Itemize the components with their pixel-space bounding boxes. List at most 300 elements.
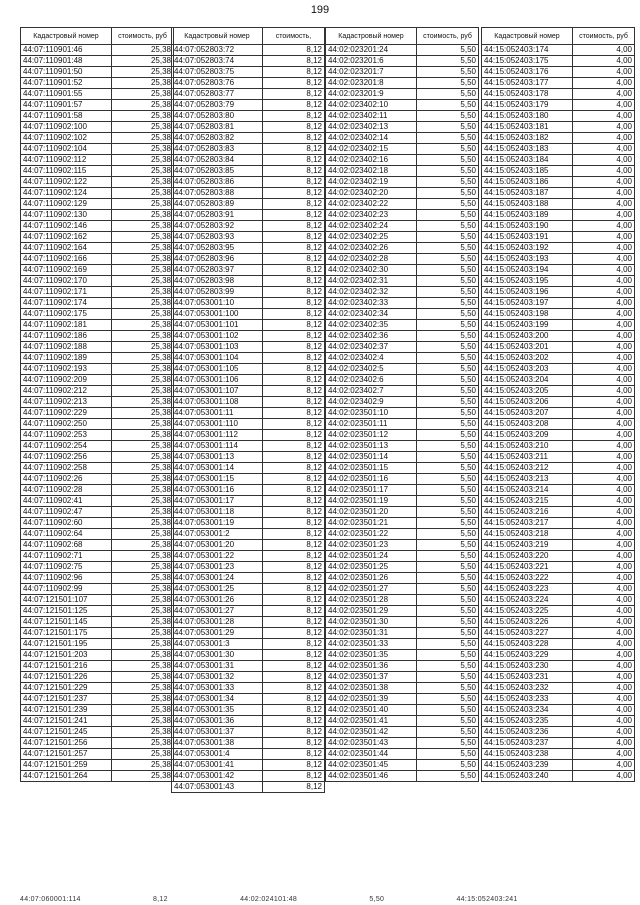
table-row [172, 353, 325, 364]
cadastral-header: Кадастровый номер [482, 28, 573, 45]
table-row [172, 595, 325, 606]
cost-value: 5,50 [417, 441, 479, 452]
cost-value: 25,38 [112, 320, 174, 331]
cost-header: стоимость, [263, 28, 325, 45]
cadastral-number: 44:07:110902:102 [21, 133, 112, 144]
cost-value: 5,50 [417, 265, 479, 276]
cost-value: 25,38 [112, 628, 174, 639]
cadastral-number: 44:15:052403:181 [482, 122, 573, 133]
cost-value: 25,38 [112, 639, 174, 650]
table-row [21, 166, 174, 177]
table-row [172, 155, 325, 166]
table-row [21, 463, 174, 474]
cut-off-id: 44:15:052403:241 [456, 896, 518, 903]
cost-value: 8,12 [263, 199, 325, 210]
table-column-2 [171, 27, 325, 793]
cadastral-number: 44:15:052403:178 [482, 89, 573, 100]
cadastral-number: 44:07:110902:258 [21, 463, 112, 474]
cadastral-number: 44:07:053001:4 [172, 749, 263, 760]
table-row [21, 518, 174, 529]
table-row [482, 210, 635, 221]
table-row [21, 353, 174, 364]
cadastral-number: 44:07:110902:209 [21, 375, 112, 386]
cadastral-number: 44:07:052803:95 [172, 243, 263, 254]
cadastral-number: 44:15:052403:204 [482, 375, 573, 386]
table-row [326, 562, 479, 573]
table-row [482, 353, 635, 364]
cost-value: 8,12 [263, 650, 325, 661]
cadastral-number: 44:07:053001:34 [172, 694, 263, 705]
table-row [482, 694, 635, 705]
table-row [21, 100, 174, 111]
table-row [482, 716, 635, 727]
cadastral-number: 44:07:053001:15 [172, 474, 263, 485]
table-row [326, 617, 479, 628]
cost-value: 4,00 [573, 177, 635, 188]
cost-value: 25,38 [112, 45, 174, 56]
table-row [21, 243, 174, 254]
table-row [172, 254, 325, 265]
table-row [172, 199, 325, 210]
cadastral-number: 44:07:053001:16 [172, 485, 263, 496]
cadastral-number: 44:15:052403:225 [482, 606, 573, 617]
cadastral-number: 44:07:110901:58 [21, 111, 112, 122]
cadastral-number: 44:15:052403:184 [482, 155, 573, 166]
cadastral-number: 44:02:023501:16 [326, 474, 417, 485]
cadastral-header: Кадастровый номер [21, 28, 112, 45]
cadastral-number: 44:07:110902:71 [21, 551, 112, 562]
table-row [21, 408, 174, 419]
table-row [482, 67, 635, 78]
table-row [482, 496, 635, 507]
cadastral-number: 44:02:023402:10 [326, 100, 417, 111]
cost-value: 25,38 [112, 232, 174, 243]
cadastral-number: 44:15:052403:237 [482, 738, 573, 749]
table-row [326, 496, 479, 507]
cadastral-number: 44:07:053001:106 [172, 375, 263, 386]
cost-value: 8,12 [263, 705, 325, 716]
cost-value: 5,50 [417, 419, 479, 430]
table-row [172, 496, 325, 507]
cost-value: 4,00 [573, 331, 635, 342]
table-row [172, 683, 325, 694]
table-row [172, 177, 325, 188]
cost-value: 8,12 [263, 441, 325, 452]
cost-value: 25,38 [112, 771, 174, 782]
cadastral-number: 44:07:053001:18 [172, 507, 263, 518]
cost-value: 4,00 [573, 617, 635, 628]
cadastral-number: 44:15:052403:186 [482, 177, 573, 188]
table-row [172, 408, 325, 419]
table-row [482, 265, 635, 276]
table-row [326, 243, 479, 254]
cadastral-number: 44:02:023501:40 [326, 705, 417, 716]
table-row [482, 474, 635, 485]
table-row [326, 474, 479, 485]
table-row [172, 584, 325, 595]
table-row [326, 375, 479, 386]
cost-value: 25,38 [112, 331, 174, 342]
cut-off-row [20, 896, 620, 905]
table-row [326, 353, 479, 364]
table-row [482, 298, 635, 309]
table-row [21, 342, 174, 353]
table-row [21, 89, 174, 100]
table-row [482, 144, 635, 155]
table-row [326, 408, 479, 419]
table-row [482, 639, 635, 650]
cost-value: 25,38 [112, 155, 174, 166]
cadastral-number: 44:02:023501:13 [326, 441, 417, 452]
cost-value: 4,00 [573, 474, 635, 485]
cost-value: 4,00 [573, 276, 635, 287]
cadastral-number: 44:15:052403:231 [482, 672, 573, 683]
table-row [482, 166, 635, 177]
table-row [21, 298, 174, 309]
cadastral-number: 44:02:023201:9 [326, 89, 417, 100]
cadastral-number: 44:07:110902:170 [21, 276, 112, 287]
table-row [21, 661, 174, 672]
cost-value: 25,38 [112, 595, 174, 606]
cost-value: 4,00 [573, 78, 635, 89]
cost-value: 4,00 [573, 727, 635, 738]
cadastral-number: 44:07:052803:84 [172, 155, 263, 166]
cadastral-number: 44:02:023402:33 [326, 298, 417, 309]
table-row [482, 232, 635, 243]
cost-value: 5,50 [417, 133, 479, 144]
table-row [172, 551, 325, 562]
table-row [21, 430, 174, 441]
cadastral-number: 44:07:053001:25 [172, 584, 263, 595]
cost-value: 4,00 [573, 463, 635, 474]
cost-value: 25,38 [112, 133, 174, 144]
cadastral-number: 44:02:023402:36 [326, 331, 417, 342]
cost-value: 8,12 [263, 342, 325, 353]
cadastral-number: 44:07:053001:24 [172, 573, 263, 584]
table-row [172, 529, 325, 540]
cadastral-number: 44:15:052403:175 [482, 56, 573, 67]
cost-value: 8,12 [263, 672, 325, 683]
cadastral-number: 44:15:052403:223 [482, 584, 573, 595]
cadastral-number: 44:15:052403:206 [482, 397, 573, 408]
cadastral-number: 44:15:052403:177 [482, 78, 573, 89]
cadastral-number: 44:07:110902:112 [21, 155, 112, 166]
cadastral-number: 44:15:052403:218 [482, 529, 573, 540]
cadastral-number: 44:07:053001:41 [172, 760, 263, 771]
cadastral-number: 44:07:110902:181 [21, 320, 112, 331]
table-row [326, 584, 479, 595]
cost-value: 25,38 [112, 408, 174, 419]
cadastral-number: 44:15:052403:240 [482, 771, 573, 782]
cost-value: 25,38 [112, 573, 174, 584]
cost-value: 8,12 [263, 232, 325, 243]
cost-value: 8,12 [263, 529, 325, 540]
cost-value: 5,50 [417, 573, 479, 584]
cadastral-number: 44:02:023501:15 [326, 463, 417, 474]
table-row [482, 397, 635, 408]
cost-value: 4,00 [573, 518, 635, 529]
table-row [326, 298, 479, 309]
cost-value: 5,50 [417, 749, 479, 760]
cadastral-number: 44:15:052403:207 [482, 408, 573, 419]
cost-value: 5,50 [417, 661, 479, 672]
cost-value: 25,38 [112, 496, 174, 507]
cadastral-number: 44:02:023402:35 [326, 320, 417, 331]
cost-value: 25,38 [112, 375, 174, 386]
cadastral-number: 44:15:052403:176 [482, 67, 573, 78]
cadastral-number: 44:15:052403:193 [482, 254, 573, 265]
table-row [482, 254, 635, 265]
cadastral-number: 44:15:052403:211 [482, 452, 573, 463]
table-row [326, 144, 479, 155]
cost-value: 4,00 [573, 716, 635, 727]
table-row [172, 67, 325, 78]
cadastral-number: 44:15:052403:185 [482, 166, 573, 177]
cadastral-number: 44:15:052403:195 [482, 276, 573, 287]
cost-value: 5,50 [417, 518, 479, 529]
table-row [482, 309, 635, 320]
table-row [326, 166, 479, 177]
table-row [172, 749, 325, 760]
table-row [326, 309, 479, 320]
table-row [482, 122, 635, 133]
cadastral-number: 44:07:053001:110 [172, 419, 263, 430]
cost-value: 5,50 [417, 221, 479, 232]
cadastral-number: 44:15:052403:180 [482, 111, 573, 122]
cadastral-number: 44:07:053001:114 [172, 441, 263, 452]
cadastral-number: 44:07:110902:171 [21, 287, 112, 298]
table-row [482, 562, 635, 573]
table-row [21, 397, 174, 408]
cost-value: 25,38 [112, 243, 174, 254]
cadastral-number: 44:07:110902:189 [21, 353, 112, 364]
table-row [326, 760, 479, 771]
cost-value: 5,50 [417, 584, 479, 595]
cost-value: 4,00 [573, 254, 635, 265]
cadastral-number: 44:07:053001:112 [172, 430, 263, 441]
cadastral-number: 44:07:121501:203 [21, 650, 112, 661]
table-row [482, 243, 635, 254]
cadastral-number: 44:02:023501:11 [326, 419, 417, 430]
cadastral-number: 44:02:023501:25 [326, 562, 417, 573]
cadastral-number: 44:07:110902:146 [21, 221, 112, 232]
table-row [482, 364, 635, 375]
cost-value: 4,00 [573, 309, 635, 320]
cost-value: 5,50 [417, 430, 479, 441]
cadastral-number: 44:02:023501:38 [326, 683, 417, 694]
cost-value: 8,12 [263, 100, 325, 111]
cost-value: 4,00 [573, 551, 635, 562]
cost-value: 4,00 [573, 397, 635, 408]
cost-value: 8,12 [263, 122, 325, 133]
cadastral-number: 44:02:023501:31 [326, 628, 417, 639]
cadastral-number: 44:07:110902:254 [21, 441, 112, 452]
cost-value: 8,12 [263, 331, 325, 342]
cadastral-number: 44:07:052803:97 [172, 265, 263, 276]
cadastral-number: 44:02:023402:5 [326, 364, 417, 375]
cadastral-header: Кадастровый номер [172, 28, 263, 45]
table-row [172, 287, 325, 298]
cadastral-number: 44:07:110902:253 [21, 430, 112, 441]
table-row [482, 617, 635, 628]
cost-value: 4,00 [573, 89, 635, 100]
cadastral-number: 44:07:110902:130 [21, 210, 112, 221]
table-row [172, 320, 325, 331]
cost-value: 8,12 [263, 166, 325, 177]
table-row [172, 100, 325, 111]
cadastral-number: 44:07:110901:57 [21, 100, 112, 111]
cost-value: 8,12 [263, 155, 325, 166]
table-row [482, 573, 635, 584]
table-row [21, 320, 174, 331]
cost-value: 5,50 [417, 364, 479, 375]
cost-value: 25,38 [112, 562, 174, 573]
page-number: 199 [310, 4, 330, 16]
cadastral-number: 44:02:023402:11 [326, 111, 417, 122]
cadastral-number: 44:07:110902:60 [21, 518, 112, 529]
table-row [21, 144, 174, 155]
table-row [172, 78, 325, 89]
table-row [172, 562, 325, 573]
cost-value: 5,50 [417, 485, 479, 496]
cadastral-number: 44:02:023201:7 [326, 67, 417, 78]
cadastral-number: 44:15:052403:209 [482, 430, 573, 441]
table-row [326, 738, 479, 749]
table-row [172, 89, 325, 100]
cadastral-number: 44:07:110902:28 [21, 485, 112, 496]
cadastral-number: 44:15:052403:233 [482, 694, 573, 705]
cost-value: 25,38 [112, 100, 174, 111]
cost-value: 5,50 [417, 331, 479, 342]
cost-value: 5,50 [417, 342, 479, 353]
cadastral-number: 44:07:053001:26 [172, 595, 263, 606]
table-row [172, 617, 325, 628]
cost-value: 25,38 [112, 727, 174, 738]
cadastral-number: 44:07:053001:19 [172, 518, 263, 529]
table-row [482, 155, 635, 166]
cadastral-number: 44:07:053001:20 [172, 540, 263, 551]
table-row [326, 463, 479, 474]
cadastral-number: 44:02:023201:8 [326, 78, 417, 89]
table-row [172, 265, 325, 276]
table-row [482, 683, 635, 694]
table-row [172, 727, 325, 738]
cadastral-number: 44:02:023402:30 [326, 265, 417, 276]
cost-value: 25,38 [112, 463, 174, 474]
cost-value: 25,38 [112, 67, 174, 78]
cost-value: 5,50 [417, 562, 479, 573]
cost-value: 5,50 [417, 496, 479, 507]
cost-value: 5,50 [417, 100, 479, 111]
cost-value: 5,50 [417, 705, 479, 716]
cost-value: 5,50 [417, 111, 479, 122]
cost-value: 5,50 [417, 309, 479, 320]
cost-value: 5,50 [417, 210, 479, 221]
table-row [172, 298, 325, 309]
cost-value: 25,38 [112, 584, 174, 595]
cadastral-number: 44:07:052803:77 [172, 89, 263, 100]
cost-value: 4,00 [573, 496, 635, 507]
cadastral-number: 44:02:023402:18 [326, 166, 417, 177]
cost-value: 25,38 [112, 265, 174, 276]
cadastral-number: 44:07:110901:55 [21, 89, 112, 100]
table-row [326, 254, 479, 265]
cost-value: 8,12 [263, 551, 325, 562]
cadastral-number: 44:02:023501:27 [326, 584, 417, 595]
cost-value: 8,12 [263, 243, 325, 254]
cost-value: 8,12 [263, 89, 325, 100]
cadastral-number: 44:02:023501:42 [326, 727, 417, 738]
cadastral-number: 44:02:023501:33 [326, 639, 417, 650]
cadastral-number: 44:07:053001:43 [172, 782, 263, 793]
cost-value: 4,00 [573, 507, 635, 518]
cost-value: 5,50 [417, 375, 479, 386]
table-row [21, 232, 174, 243]
table-row [172, 386, 325, 397]
cost-value: 4,00 [573, 661, 635, 672]
table-row [21, 452, 174, 463]
cost-value: 25,38 [112, 221, 174, 232]
cost-value: 25,38 [112, 617, 174, 628]
table-row [21, 364, 174, 375]
cadastral-number: 44:07:121501:226 [21, 672, 112, 683]
cadastral-number: 44:07:121501:256 [21, 738, 112, 749]
cadastral-number: 44:07:110901:48 [21, 56, 112, 67]
cadastral-number: 44:15:052403:197 [482, 298, 573, 309]
table-row [482, 419, 635, 430]
cost-value: 8,12 [263, 496, 325, 507]
cadastral-number: 44:02:023501:14 [326, 452, 417, 463]
cost-value: 25,38 [112, 254, 174, 265]
table-row [326, 518, 479, 529]
cost-value: 25,38 [112, 441, 174, 452]
cadastral-number: 44:07:052803:72 [172, 45, 263, 56]
table-row [482, 133, 635, 144]
cost-value: 4,00 [573, 639, 635, 650]
cost-value: 4,00 [573, 265, 635, 276]
table-row [482, 749, 635, 760]
cadastral-number: 44:07:110902:104 [21, 144, 112, 155]
cadastral-number: 44:02:023501:46 [326, 771, 417, 782]
cost-value: 8,12 [263, 221, 325, 232]
cadastral-number: 44:07:121501:229 [21, 683, 112, 694]
cost-value: 8,12 [263, 738, 325, 749]
table-row [172, 463, 325, 474]
cadastral-number: 44:02:023501:30 [326, 617, 417, 628]
cadastral-number: 44:07:110902:188 [21, 342, 112, 353]
table-row [172, 573, 325, 584]
cost-value: 8,12 [263, 320, 325, 331]
cost-value: 8,12 [263, 474, 325, 485]
table-row [326, 551, 479, 562]
table-row [326, 430, 479, 441]
cadastral-number: 44:15:052403:183 [482, 144, 573, 155]
cost-value: 5,50 [417, 89, 479, 100]
table-row [482, 650, 635, 661]
cadastral-number: 44:07:110902:129 [21, 199, 112, 210]
table-row [482, 177, 635, 188]
cadastral-number: 44:02:023402:13 [326, 122, 417, 133]
cost-value: 5,50 [417, 595, 479, 606]
cost-value: 25,38 [112, 540, 174, 551]
cost-value: 8,12 [263, 56, 325, 67]
table-row [21, 386, 174, 397]
cadastral-number: 44:02:023402:16 [326, 155, 417, 166]
table-row [21, 265, 174, 276]
cost-value: 5,50 [417, 320, 479, 331]
table-row [482, 551, 635, 562]
table-row [172, 507, 325, 518]
